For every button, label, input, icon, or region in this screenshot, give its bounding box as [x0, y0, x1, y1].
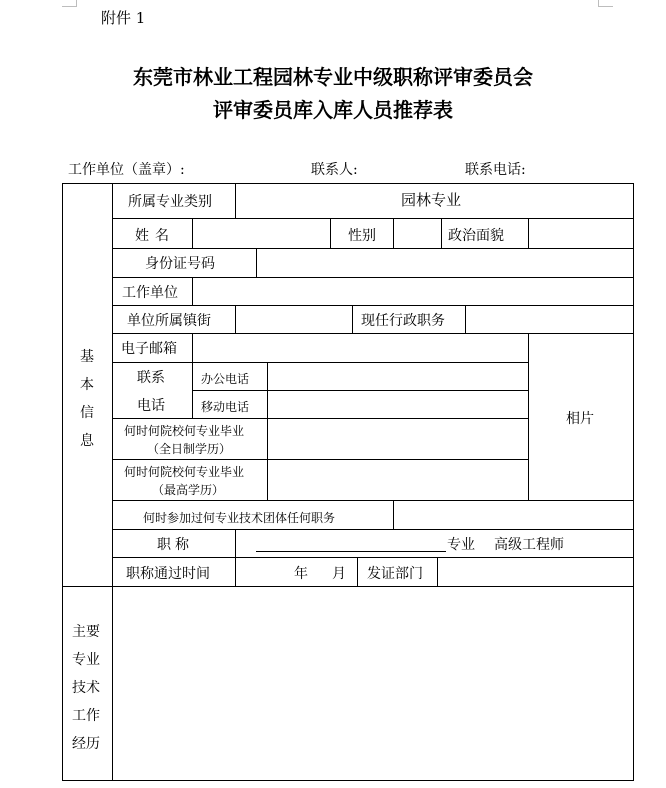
- edu-fulltime-line2: （全日制学历）: [147, 442, 232, 456]
- section-exp-line3: 技术: [72, 680, 100, 696]
- name-label: 姓名: [135, 228, 175, 244]
- title-date-label: 职称通过时间: [126, 566, 210, 582]
- political-input[interactable]: [529, 220, 632, 247]
- title-specialty-input[interactable]: [256, 531, 446, 551]
- section-exp-line1: 主要: [72, 624, 100, 640]
- town-label: 单位所属镇街: [127, 313, 211, 329]
- year-label: 年: [294, 566, 308, 582]
- experience-input[interactable]: [113, 588, 632, 779]
- edu-highest-line2: （最高学历）: [152, 483, 225, 497]
- org-label: 何时参加过何专业技术团体任何职务: [143, 511, 336, 525]
- edu-highest-input[interactable]: [268, 461, 528, 499]
- specialty-label: 所属专业类别: [128, 194, 212, 210]
- edu-fulltime-line1: 何时何院校何专业毕业: [124, 424, 245, 438]
- email-input[interactable]: [193, 335, 527, 361]
- edu-highest-line1: 何时何院校何专业毕业: [124, 465, 245, 479]
- header-phone: 联系电话:: [465, 162, 526, 178]
- doc-title-line2: 评审委员库入库人员推荐表: [213, 98, 453, 122]
- position-label: 现任行政职务: [361, 313, 445, 329]
- office-phone-label: 办公电话: [201, 372, 250, 386]
- org-input[interactable]: [394, 502, 632, 528]
- name-input[interactable]: [193, 220, 330, 247]
- doc-title-line1: 东莞市林业工程园林专业中级职称评审委员会: [133, 65, 533, 89]
- photo-box[interactable]: [529, 335, 633, 499]
- title-level: 高级工程师: [494, 537, 564, 553]
- section-basic-char-4: 息: [80, 433, 94, 449]
- political-label: 政治面貌: [448, 228, 504, 244]
- cert-dept-label: 发证部门: [367, 566, 423, 582]
- section-exp-line4: 工作: [72, 708, 100, 724]
- gender-input[interactable]: [394, 220, 440, 247]
- mobile-input[interactable]: [268, 392, 528, 417]
- mobile-label: 移动电话: [201, 400, 250, 414]
- section-exp-line2: 专业: [72, 652, 100, 668]
- title-suffix: 专业: [447, 537, 475, 553]
- section-basic-char-3: 信: [80, 405, 94, 421]
- attachment-label: 附件 1: [101, 9, 146, 27]
- header-unit: 工作单位（盖章）:: [68, 162, 185, 178]
- edu-fulltime-input[interactable]: [268, 420, 528, 458]
- contact-phone-label-1: 联系: [137, 370, 165, 386]
- email-label: 电子邮箱: [121, 341, 177, 357]
- id-label: 身份证号码: [145, 256, 215, 272]
- id-input[interactable]: [257, 250, 632, 276]
- office-phone-input[interactable]: [268, 364, 528, 389]
- work-unit-label: 工作单位: [122, 285, 178, 301]
- gender-label: 性别: [348, 228, 376, 244]
- town-input[interactable]: [236, 307, 351, 332]
- title-label: 职称: [157, 537, 193, 553]
- crop-mark-right: [598, 0, 613, 7]
- work-unit-input[interactable]: [193, 279, 632, 304]
- position-input[interactable]: [466, 307, 632, 332]
- crop-mark-left: [62, 0, 77, 7]
- section-exp-line5: 经历: [72, 736, 100, 752]
- specialty-value: 园林专业: [401, 191, 462, 209]
- section-basic-char-2: 本: [80, 377, 94, 393]
- header-contact: 联系人:: [311, 162, 358, 178]
- section-basic-char-1: 基: [80, 349, 94, 365]
- photo-label: 相片: [566, 411, 594, 427]
- month-label: 月: [332, 566, 346, 582]
- contact-phone-label-2: 电话: [137, 398, 165, 414]
- cert-dept-input[interactable]: [438, 559, 632, 585]
